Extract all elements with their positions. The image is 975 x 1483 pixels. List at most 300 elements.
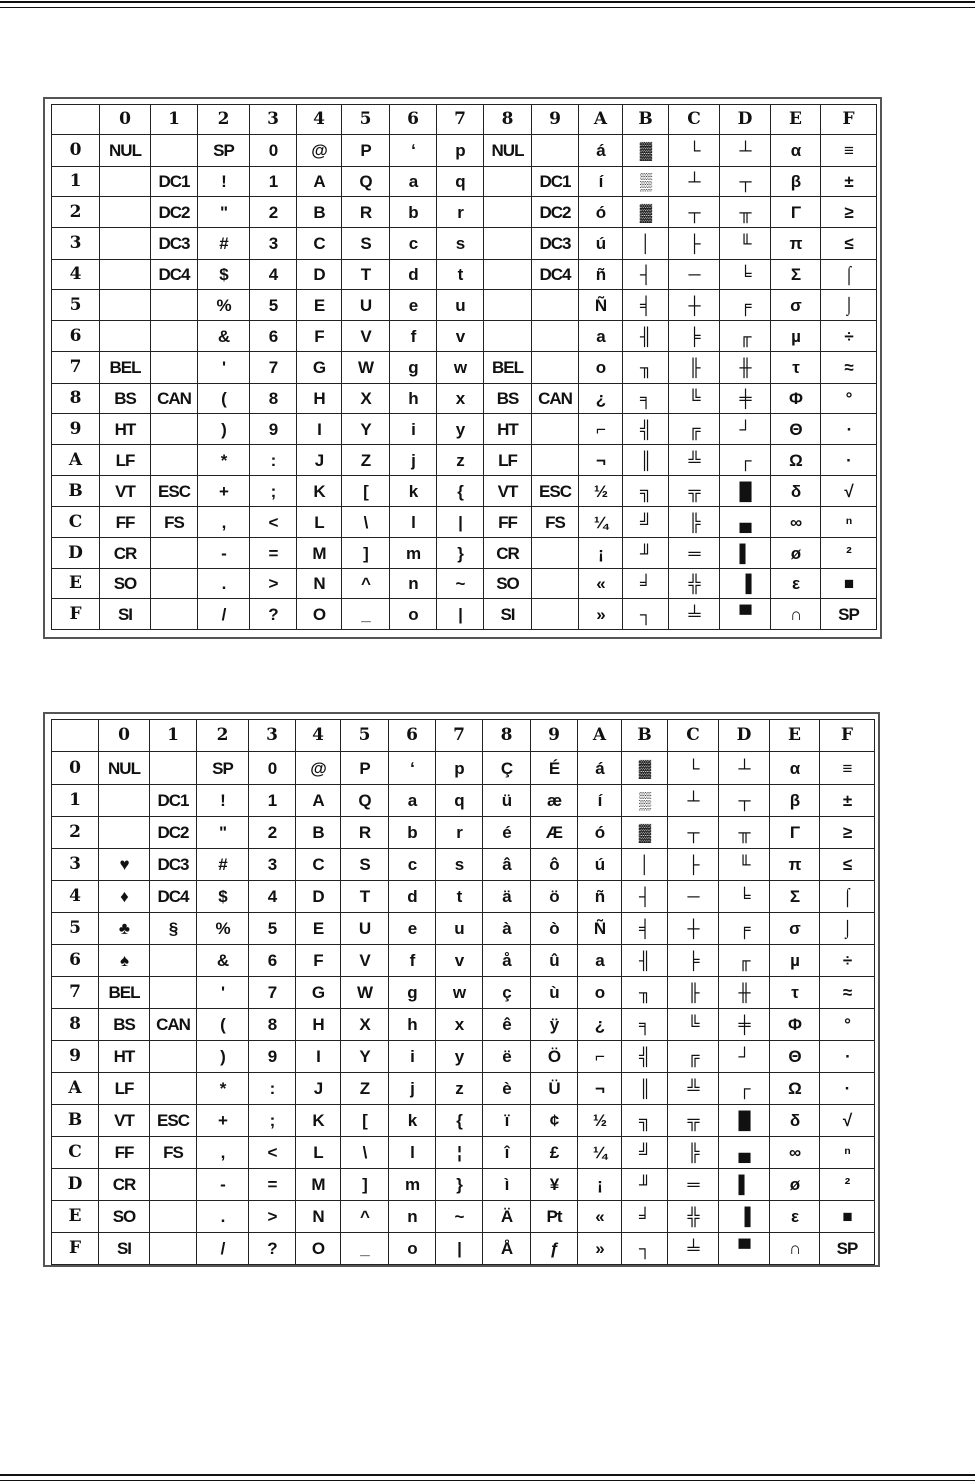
char-cell: ┐	[622, 1233, 668, 1265]
char-cell: e	[390, 290, 437, 321]
char-cell: a	[579, 321, 623, 352]
table-row	[52, 1041, 875, 1073]
char-cell: w	[436, 977, 483, 1009]
char-cell: τ	[771, 352, 821, 384]
table-row	[52, 785, 875, 817]
char-cell: '	[197, 977, 249, 1009]
char-cell: å	[483, 945, 531, 977]
char-cell	[151, 321, 198, 352]
char-cell: .	[198, 569, 250, 599]
row-header: 0	[52, 135, 100, 167]
char-cell: ,	[197, 1137, 249, 1169]
char-cell: ^	[341, 1201, 389, 1233]
char-cell: I	[297, 414, 342, 445]
column-header: 6	[390, 105, 437, 135]
char-cell: o	[578, 977, 622, 1009]
char-cell: ╟	[668, 977, 719, 1009]
table-row	[52, 599, 877, 630]
char-cell: ╖	[622, 977, 668, 1009]
char-cell	[150, 1233, 197, 1265]
char-cell	[100, 197, 151, 228]
char-cell	[99, 785, 150, 817]
char-cell: l	[389, 1137, 436, 1169]
char-cell: E	[296, 913, 341, 945]
char-cell: ≈	[821, 352, 877, 384]
column-header: 4	[296, 720, 341, 752]
char-cell: M	[297, 538, 342, 569]
char-cell	[532, 352, 579, 384]
char-cell: ≤	[821, 228, 877, 260]
char-cell: SO	[484, 569, 532, 599]
row-header: B	[52, 1105, 99, 1137]
char-cell: Z	[341, 1073, 389, 1105]
char-cell: w	[437, 352, 484, 384]
char-cell: FF	[484, 507, 532, 538]
char-cell: *	[198, 445, 250, 476]
char-cell	[150, 945, 197, 977]
char-cell	[532, 569, 579, 599]
row-header: A	[52, 1073, 99, 1105]
char-cell: CR	[99, 1169, 150, 1201]
char-cell: ¥	[531, 1169, 578, 1201]
char-cell: l	[390, 507, 437, 538]
char-cell: 2	[249, 817, 296, 849]
char-cell: j	[389, 1073, 436, 1105]
char-cell: o	[389, 1233, 436, 1265]
char-cell: æ	[531, 785, 578, 817]
char-cell: V	[342, 321, 390, 352]
char-cell: ♦	[99, 881, 150, 913]
char-cell: &	[197, 945, 249, 977]
char-cell	[150, 752, 197, 785]
char-cell: 7	[250, 352, 297, 384]
char-cell: E	[297, 290, 342, 321]
char-cell: a	[390, 167, 437, 197]
char-cell: :	[249, 1073, 296, 1105]
row-header: 4	[52, 260, 100, 290]
char-cell: }	[436, 1169, 483, 1201]
table-row	[52, 260, 877, 290]
column-header: F	[820, 720, 875, 752]
row-header: 3	[52, 228, 100, 260]
char-cell: BEL	[99, 977, 150, 1009]
char-cell: U	[342, 290, 390, 321]
table-row	[52, 977, 875, 1009]
char-cell: DC3	[151, 228, 198, 260]
column-header: C	[668, 720, 719, 752]
char-cell: »	[578, 1233, 622, 1265]
column-header: 1	[150, 720, 197, 752]
table-row	[52, 414, 877, 445]
top-rule	[0, 1, 975, 8]
char-cell: D	[296, 881, 341, 913]
char-cell: ╘	[719, 881, 770, 913]
char-cell: ╡	[623, 290, 669, 321]
row-header: D	[52, 1169, 99, 1201]
char-cell: r	[436, 817, 483, 849]
table-row	[52, 1233, 875, 1265]
char-cell: z	[437, 445, 484, 476]
char-cell: C	[297, 228, 342, 260]
char-cell: ^	[342, 569, 390, 599]
char-cell: >	[250, 569, 297, 599]
char-cell: ▄	[719, 1137, 770, 1169]
column-header: 6	[389, 720, 436, 752]
char-cell: Ü	[531, 1073, 578, 1105]
char-cell: SO	[100, 569, 151, 599]
column-header: 9	[531, 720, 578, 752]
char-cell: ♣	[99, 913, 150, 945]
char-cell: i	[390, 414, 437, 445]
char-cell: A	[296, 785, 341, 817]
char-cell: FS	[150, 1137, 197, 1169]
table-row	[52, 1105, 875, 1137]
char-cell: Å	[483, 1233, 531, 1265]
char-cell	[151, 290, 198, 321]
char-cell: ┬	[668, 817, 719, 849]
char-cell: ²	[820, 1169, 875, 1201]
char-cell: Z	[342, 445, 390, 476]
char-cell	[484, 197, 532, 228]
table-row	[52, 1009, 875, 1041]
table-row	[52, 569, 877, 599]
bottom-rule	[0, 1474, 975, 1481]
char-cell: b	[389, 817, 436, 849]
char-cell: ·	[820, 1073, 875, 1105]
char-cell: ▐	[720, 569, 771, 599]
char-cell: ;	[249, 1105, 296, 1137]
char-cell: s	[437, 228, 484, 260]
char-cell: ε	[770, 1201, 820, 1233]
char-cell: BS	[484, 384, 532, 414]
corner-cell	[52, 720, 99, 752]
char-cell: BEL	[100, 352, 151, 384]
char-cell: ╜	[622, 1169, 668, 1201]
row-header: 1	[52, 785, 99, 817]
char-cell: ├	[668, 849, 719, 881]
char-cell: ¡	[579, 538, 623, 569]
char-cell: {	[436, 1105, 483, 1137]
table-row	[52, 228, 877, 260]
char-cell	[151, 569, 198, 599]
char-cell: @	[296, 752, 341, 785]
char-cell: ü	[483, 785, 531, 817]
char-cell: LF	[484, 445, 532, 476]
char-cell: ∩	[771, 599, 821, 630]
char-cell: ╛	[623, 569, 669, 599]
code-page-table-2	[43, 712, 880, 1267]
char-cell: CR	[100, 538, 151, 569]
char-cell: ╩	[669, 445, 720, 476]
char-cell: ╦	[668, 1105, 719, 1137]
char-cell: ╫	[720, 352, 771, 384]
char-cell: #	[197, 849, 249, 881]
char-cell: ╛	[622, 1201, 668, 1233]
char-cell: ±	[820, 785, 875, 817]
char-cell: _	[342, 599, 390, 630]
char-cell: LF	[99, 1073, 150, 1105]
char-cell: .	[197, 1201, 249, 1233]
char-cell: ε	[771, 569, 821, 599]
row-header: 2	[52, 197, 100, 228]
char-cell: ╫	[719, 977, 770, 1009]
table-row	[52, 384, 877, 414]
char-cell: =	[250, 538, 297, 569]
char-cell: V	[341, 945, 389, 977]
char-cell: ═	[669, 538, 720, 569]
char-cell: δ	[771, 476, 821, 507]
char-cell: L	[297, 507, 342, 538]
char-cell: ƒ	[531, 1233, 578, 1265]
char-cell: ±	[821, 167, 877, 197]
char-cell: ≡	[820, 752, 875, 785]
char-cell: ò	[531, 913, 578, 945]
char-cell: ╪	[720, 384, 771, 414]
char-cell: ▓	[623, 197, 669, 228]
row-header: 9	[52, 1041, 99, 1073]
char-cell	[151, 599, 198, 630]
char-cell: BS	[100, 384, 151, 414]
char-cell: É	[531, 752, 578, 785]
char-cell: y	[437, 414, 484, 445]
char-cell: c	[390, 228, 437, 260]
char-cell: ESC	[532, 476, 579, 507]
char-cell: 5	[250, 290, 297, 321]
char-cell: J	[296, 1073, 341, 1105]
char-cell: ?	[249, 1233, 296, 1265]
char-cell: k	[390, 476, 437, 507]
char-cell: n	[389, 1201, 436, 1233]
char-cell: ø	[770, 1169, 820, 1201]
char-cell: [	[342, 476, 390, 507]
char-cell: 6	[249, 945, 296, 977]
column-header: 8	[484, 105, 532, 135]
char-cell: R	[342, 197, 390, 228]
char-cell: VT	[99, 1105, 150, 1137]
column-header: 0	[100, 105, 151, 135]
char-cell: ⌡	[820, 913, 875, 945]
table-row	[52, 197, 877, 228]
char-cell: »	[579, 599, 623, 630]
char-cell: X	[341, 1009, 389, 1041]
row-header: 2	[52, 817, 99, 849]
char-cell: ║	[623, 445, 669, 476]
char-cell: ∞	[771, 507, 821, 538]
row-header: F	[52, 1233, 99, 1265]
char-cell: ʻ	[389, 752, 436, 785]
char-cell: ▒	[623, 167, 669, 197]
char-cell: H	[296, 1009, 341, 1041]
char-cell: DC3	[150, 849, 197, 881]
char-cell: A	[297, 167, 342, 197]
corner-cell	[52, 105, 100, 135]
char-cell: ¿	[578, 1009, 622, 1041]
column-header-row	[52, 720, 875, 752]
char-cell: ┼	[669, 290, 720, 321]
char-cell: ╦	[669, 476, 720, 507]
char-cell: c	[389, 849, 436, 881]
char-cell: ▌	[720, 538, 771, 569]
column-header: 5	[342, 105, 390, 135]
char-cell	[100, 290, 151, 321]
char-cell: FF	[100, 507, 151, 538]
char-cell: ╬	[669, 569, 720, 599]
char-cell: ╣	[622, 1041, 668, 1073]
char-cell: h	[389, 1009, 436, 1041]
char-cell: ╙	[720, 228, 771, 260]
char-cell: F	[296, 945, 341, 977]
char-cell: SP	[820, 1233, 875, 1265]
char-cell: ┬	[669, 197, 720, 228]
char-cell: -	[198, 538, 250, 569]
char-cell: ╔	[668, 1041, 719, 1073]
char-cell: ┘	[719, 1041, 770, 1073]
char-cell: 4	[249, 881, 296, 913]
char-cell: T	[342, 260, 390, 290]
char-cell: _	[341, 1233, 389, 1265]
char-cell: $	[198, 260, 250, 290]
char-cell: NUL	[484, 135, 532, 167]
char-cell: ä	[483, 881, 531, 913]
table-row	[52, 1137, 875, 1169]
char-cell: v	[437, 321, 484, 352]
table-row	[52, 1073, 875, 1105]
char-cell: ╪	[719, 1009, 770, 1041]
char-cell: 6	[250, 321, 297, 352]
char-cell: /	[197, 1233, 249, 1265]
char-cell: Σ	[770, 881, 820, 913]
row-header: E	[52, 569, 100, 599]
table-row	[52, 945, 875, 977]
char-cell: Θ	[771, 414, 821, 445]
char-cell: ■	[821, 569, 877, 599]
char-cell: 4	[250, 260, 297, 290]
char-cell: Ω	[771, 445, 821, 476]
table-row	[52, 321, 877, 352]
column-header: A	[578, 720, 622, 752]
char-cell: ⌠	[820, 881, 875, 913]
char-cell: ;	[250, 476, 297, 507]
char-cell	[484, 228, 532, 260]
char-cell: C	[296, 849, 341, 881]
column-header: F	[821, 105, 877, 135]
char-cell: α	[770, 752, 820, 785]
char-cell: ≡	[821, 135, 877, 167]
table-row	[52, 1169, 875, 1201]
char-cell: ô	[531, 849, 578, 881]
column-header: C	[669, 105, 720, 135]
char-cell: ┤	[623, 260, 669, 290]
char-cell: O	[296, 1233, 341, 1265]
char-cell: ╟	[669, 352, 720, 384]
table-row	[52, 476, 877, 507]
char-cell: 9	[250, 414, 297, 445]
char-cell: ⌐	[578, 1041, 622, 1073]
char-cell: DC4	[151, 260, 198, 290]
char-cell: 7	[249, 977, 296, 1009]
char-cell: ï	[483, 1105, 531, 1137]
char-cell: α	[771, 135, 821, 167]
char-cell	[532, 538, 579, 569]
column-header: A	[579, 105, 623, 135]
char-cell: H	[297, 384, 342, 414]
char-cell	[532, 414, 579, 445]
char-cell: S	[342, 228, 390, 260]
char-cell: ö	[531, 881, 578, 913]
char-cell: ╢	[622, 945, 668, 977]
char-cell: f	[390, 321, 437, 352]
column-header: D	[720, 105, 771, 135]
char-cell: î	[483, 1137, 531, 1169]
char-cell: W	[341, 977, 389, 1009]
char-cell: ╗	[622, 1105, 668, 1137]
char-cell: U	[341, 913, 389, 945]
char-cell: ⁿ	[820, 1137, 875, 1169]
char-cell: ▓	[622, 752, 668, 785]
char-cell: Æ	[531, 817, 578, 849]
table-row	[52, 752, 875, 785]
char-cell: SP	[821, 599, 877, 630]
char-cell: °	[820, 1009, 875, 1041]
char-cell: ½	[578, 1105, 622, 1137]
char-cell: ╗	[623, 476, 669, 507]
char-cell: D	[297, 260, 342, 290]
char-cell: ½	[579, 476, 623, 507]
char-cell: FS	[532, 507, 579, 538]
char-cell: ⌡	[821, 290, 877, 321]
char-cell: ?	[250, 599, 297, 630]
char-cell: I	[296, 1041, 341, 1073]
char-cell: SI	[484, 599, 532, 630]
char-cell: ♥	[99, 849, 150, 881]
char-cell: z	[436, 1073, 483, 1105]
char-cell: ó	[578, 817, 622, 849]
char-cell: /	[198, 599, 250, 630]
char-cell: q	[437, 167, 484, 197]
char-cell: b	[390, 197, 437, 228]
char-cell: CAN	[150, 1009, 197, 1041]
char-cell: Σ	[771, 260, 821, 290]
char-cell: ó	[579, 197, 623, 228]
row-header: A	[52, 445, 100, 476]
char-cell: a	[578, 945, 622, 977]
char-cell: 3	[250, 228, 297, 260]
row-header: B	[52, 476, 100, 507]
char-cell: ╔	[669, 414, 720, 445]
char-cell	[150, 1169, 197, 1201]
char-cell: [	[341, 1105, 389, 1137]
char-cell: CR	[484, 538, 532, 569]
char-cell: π	[770, 849, 820, 881]
char-cell: q	[436, 785, 483, 817]
char-cell: DC4	[532, 260, 579, 290]
row-header: 5	[52, 913, 99, 945]
char-cell: é	[483, 817, 531, 849]
char-cell: K	[296, 1105, 341, 1137]
column-header: 3	[249, 720, 296, 752]
char-cell: DC2	[151, 197, 198, 228]
table-row	[52, 538, 877, 569]
char-cell: ▓	[623, 135, 669, 167]
table-row	[52, 135, 877, 167]
char-cell: j	[390, 445, 437, 476]
char-cell: <	[250, 507, 297, 538]
char-cell: )	[197, 1041, 249, 1073]
char-cell: ╓	[720, 321, 771, 352]
char-cell: ┘	[720, 414, 771, 445]
char-cell: r	[437, 197, 484, 228]
char-cell: β	[771, 167, 821, 197]
